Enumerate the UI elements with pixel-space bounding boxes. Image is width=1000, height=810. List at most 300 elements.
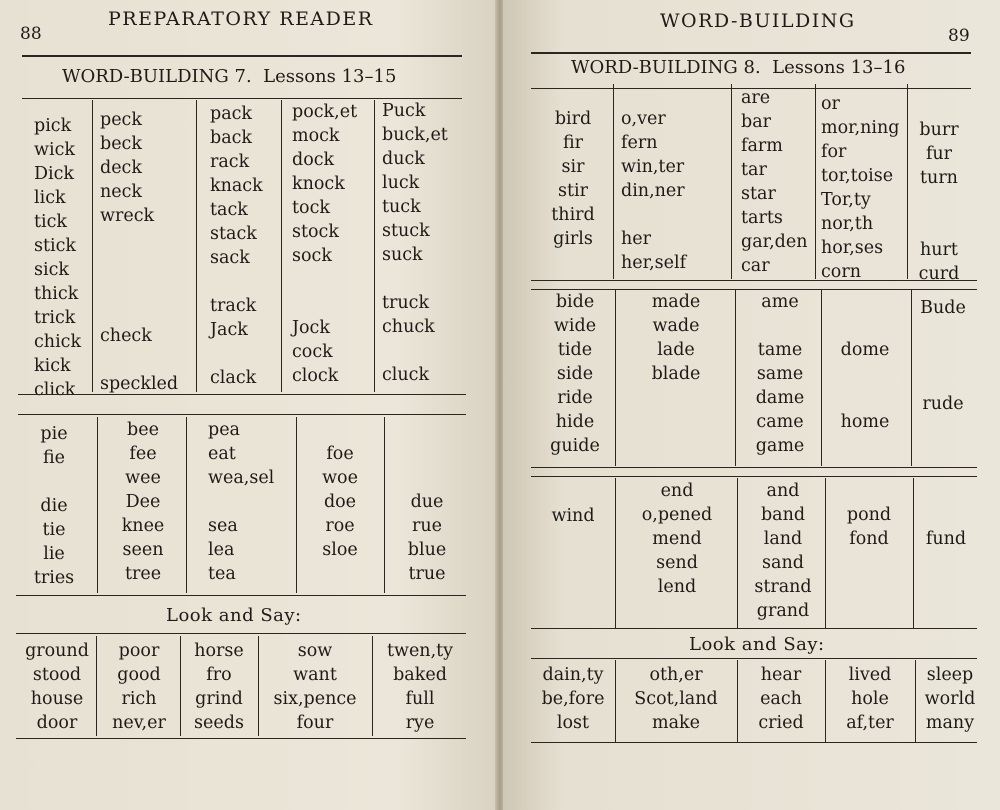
word-cell (100, 252, 178, 276)
word-cell: chuck (382, 317, 435, 337)
word-cell: and (766, 481, 800, 501)
word-cell (635, 410, 717, 434)
word-cell (837, 479, 901, 503)
word-cell: band (760, 505, 806, 525)
word-cell: wee (125, 468, 161, 488)
word-cell: af,ter (846, 713, 894, 733)
word-cell: blade (651, 364, 701, 384)
section-title-text: WORD-BUILDING 8. (571, 57, 761, 78)
word-column (210, 102, 263, 390)
word-cell: world (924, 689, 976, 709)
column-rule (731, 84, 732, 279)
word-cell (917, 479, 975, 503)
section-lessons: Lessons 13–16 (772, 57, 906, 78)
word-cell (210, 342, 263, 366)
word-cell: corn (821, 262, 861, 282)
word-cell (915, 416, 971, 440)
word-cell: rude (922, 394, 964, 414)
column-rule (186, 417, 187, 593)
word-cell (396, 418, 458, 442)
word-cell: are (741, 88, 771, 108)
rule (22, 55, 462, 57)
rule (16, 633, 466, 634)
word-cell: o,ver (621, 109, 666, 129)
word-cell: seen (122, 540, 164, 560)
word-cell: chick (34, 332, 82, 352)
word-cell (829, 434, 901, 458)
word-cell: guide (550, 436, 600, 456)
word-cell: stock (292, 222, 339, 242)
word-cell: lived (848, 665, 892, 685)
word-cell: Puck (382, 101, 426, 121)
word-cell: due (410, 492, 444, 512)
word-column (635, 290, 717, 458)
word-cell (621, 203, 686, 227)
word-cell: lea (208, 540, 235, 560)
word-cell: duck (382, 149, 425, 169)
word-cell: star (741, 184, 776, 204)
column-rule (735, 290, 736, 466)
word-cell: wea,sel (208, 468, 275, 488)
word-cell (543, 480, 603, 504)
column-rule (615, 478, 616, 628)
word-cell: die (40, 496, 68, 516)
word-cell: pie (40, 424, 68, 444)
word-cell: Jack (210, 320, 248, 340)
word-cell: track (210, 296, 257, 316)
word-cell: for (821, 142, 847, 162)
word-cell: curd (918, 264, 960, 284)
word-cell: Dee (125, 492, 161, 512)
word-column (543, 107, 603, 251)
word-column (22, 639, 92, 735)
word-cell: tock (292, 198, 330, 218)
word-cell: poor (118, 641, 160, 661)
word-cell: wade (652, 316, 700, 336)
word-cell (210, 270, 263, 294)
word-column (747, 479, 819, 623)
word-cell: tame (757, 340, 803, 360)
word-cell (100, 276, 178, 300)
word-cell: oth,er (649, 665, 703, 685)
column-rule (821, 290, 822, 466)
word-cell: rich (121, 689, 157, 709)
word-column (629, 479, 725, 599)
word-cell: fern (621, 133, 658, 153)
column-rule (374, 100, 375, 392)
column-rule (372, 636, 373, 736)
word-column (292, 100, 357, 388)
word-column (621, 107, 686, 275)
word-cell: stood (32, 665, 82, 685)
word-cell (292, 292, 357, 316)
word-cell: kick (34, 356, 71, 376)
word-column (831, 663, 909, 735)
word-cell: tack (210, 200, 248, 220)
word-column (310, 418, 370, 586)
word-cell: lend (657, 577, 697, 597)
word-cell (310, 418, 370, 442)
word-cell: sand (762, 553, 804, 573)
word-cell: cluck (382, 365, 430, 385)
word-cell: pick (34, 116, 72, 136)
word-cell: mor,ning (821, 118, 900, 138)
word-cell: door (36, 713, 78, 733)
word-cell (915, 440, 971, 464)
word-column (837, 479, 901, 551)
word-column (100, 108, 178, 396)
word-cell: bar (741, 112, 772, 132)
word-cell: many (925, 713, 975, 733)
page-number: 89 (948, 26, 970, 46)
word-cell: horse (194, 641, 244, 661)
word-cell: dain,ty (542, 665, 604, 685)
word-cell: tea (208, 564, 236, 584)
word-cell: wreck (100, 206, 155, 226)
word-cell: grind (195, 689, 243, 709)
section-title (62, 66, 396, 87)
rule (16, 595, 466, 596)
word-cell: tuck (382, 197, 421, 217)
word-cell: Tor,ty (821, 190, 871, 210)
word-cell (911, 190, 967, 214)
word-cell: came (756, 412, 804, 432)
word-cell: nor,th (821, 214, 874, 234)
word-cell: win,ter (621, 157, 685, 177)
word-cell (382, 267, 448, 291)
rule (531, 280, 977, 281)
word-cell: send (656, 553, 698, 573)
word-column (743, 663, 819, 735)
word-cell: fro (206, 665, 232, 685)
rule (18, 414, 466, 415)
look-and-say-label: Look and Say: (166, 605, 302, 626)
word-cell: tie (42, 520, 66, 540)
rule (531, 467, 977, 468)
word-cell: blue (407, 540, 447, 560)
word-column (915, 296, 971, 464)
rule (531, 658, 977, 659)
word-cell: tick (34, 212, 68, 232)
word-cell: four (296, 713, 334, 733)
word-cell (635, 386, 717, 410)
word-cell: end (660, 481, 694, 501)
column-rule (97, 417, 98, 593)
word-cell: fur (925, 144, 953, 164)
word-cell: speckled (100, 374, 179, 394)
word-cell: thick (34, 284, 79, 304)
word-cell: land (763, 529, 803, 549)
word-cell: neck (100, 182, 143, 202)
word-column (621, 663, 731, 735)
word-column (917, 479, 975, 551)
word-column (543, 480, 603, 528)
word-cell: tar (741, 160, 767, 180)
word-cell: woe (322, 468, 358, 488)
word-cell: car (741, 256, 770, 276)
column-rule (613, 84, 614, 279)
word-cell: turn (920, 168, 958, 188)
word-column (829, 290, 901, 458)
word-cell: truck (382, 293, 430, 313)
word-cell: sack (210, 248, 250, 268)
word-cell: tree (124, 564, 162, 584)
word-cell: stuck (382, 221, 430, 241)
word-cell: sick (34, 260, 69, 280)
column-rule (615, 290, 616, 466)
column-rule (180, 636, 181, 736)
word-cell: her (621, 229, 651, 249)
word-cell: rack (210, 152, 250, 172)
word-cell: made (651, 292, 701, 312)
word-cell: be,fore (541, 689, 605, 709)
running-head: PREPARATORY READER (108, 8, 374, 30)
word-cell: Bude (920, 298, 966, 318)
word-column (184, 639, 254, 735)
word-cell: wick (34, 140, 75, 160)
word-cell: bird (554, 109, 592, 129)
column-rule (96, 636, 97, 736)
word-cell: sow (297, 641, 333, 661)
word-column (34, 114, 81, 402)
word-cell: twen,ty (386, 641, 454, 661)
word-cell (915, 320, 971, 344)
word-cell: sloe (322, 540, 358, 560)
word-cell (396, 466, 458, 490)
word-cell: din,ner (621, 181, 685, 201)
word-cell: buck,et (382, 125, 448, 145)
word-cell: sock (292, 246, 332, 266)
word-cell (382, 339, 448, 363)
section-title (571, 57, 905, 78)
word-cell: hurt (920, 240, 958, 260)
rule (531, 742, 977, 743)
word-cell: dome (840, 340, 890, 360)
word-cell: eat (208, 444, 236, 464)
word-cell: knack (210, 176, 263, 196)
word-cell: knee (121, 516, 165, 536)
word-column (545, 290, 605, 458)
word-cell: clack (210, 368, 257, 388)
word-cell (635, 434, 717, 458)
word-column (100, 639, 178, 735)
word-cell: same (756, 364, 804, 384)
column-rule (913, 478, 914, 628)
word-cell: pond (846, 505, 892, 525)
word-cell (915, 368, 971, 392)
word-cell: back (210, 128, 253, 148)
word-cell: clock (292, 366, 339, 386)
word-cell: fie (42, 448, 66, 468)
column-rule (384, 417, 385, 593)
word-column (110, 418, 176, 586)
word-cell (917, 503, 975, 527)
word-cell: home (840, 412, 890, 432)
word-cell: seeds (194, 713, 244, 733)
word-cell: cried (758, 713, 804, 733)
word-cell: check (100, 326, 152, 346)
word-cell: farm (741, 136, 783, 156)
word-cell: trick (34, 308, 76, 328)
page-number: 88 (20, 24, 42, 44)
word-cell: nev,er (112, 713, 166, 733)
rule (531, 52, 971, 54)
column-rule (281, 100, 282, 392)
column-rule (92, 100, 93, 392)
column-rule (825, 660, 826, 742)
section-title-text: WORD-BUILDING 7. (62, 66, 252, 87)
word-cell: hide (555, 412, 595, 432)
word-cell: beck (100, 134, 142, 154)
word-cell: cock (292, 342, 333, 362)
word-column (378, 639, 462, 735)
section-lessons: Lessons 13–15 (263, 66, 397, 87)
word-column (749, 290, 811, 458)
running-head: WORD-BUILDING (660, 10, 856, 32)
word-column (919, 663, 981, 735)
word-cell: click (34, 380, 76, 400)
word-cell (749, 314, 811, 338)
column-rule (615, 660, 616, 742)
word-cell: six,pence (273, 689, 357, 709)
word-cell: burr (919, 120, 959, 140)
word-column (821, 92, 899, 284)
word-cell: fond (849, 529, 889, 549)
word-cell: bide (555, 292, 595, 312)
word-cell (829, 362, 901, 386)
word-cell (915, 344, 971, 368)
word-cell: ride (557, 388, 593, 408)
word-cell: Scot,land (634, 689, 718, 709)
word-cell: roe (325, 516, 355, 536)
word-cell: pock,et (292, 102, 358, 122)
word-cell: fir (562, 133, 584, 153)
word-cell: make (652, 713, 700, 733)
column-rule (196, 100, 197, 392)
word-column (911, 118, 967, 286)
column-rule (911, 290, 912, 466)
word-cell: her,self (621, 253, 687, 273)
column-rule (296, 417, 297, 593)
word-cell: doe (323, 492, 357, 512)
column-rule (907, 84, 908, 279)
rule (16, 738, 466, 739)
word-cell: tor,toise (821, 166, 894, 186)
word-cell: wide (553, 316, 597, 336)
word-cell: o,pened (641, 505, 713, 525)
look-and-say-label: Look and Say: (689, 634, 825, 655)
word-cell: ground (25, 641, 89, 661)
word-cell: hor,ses (821, 238, 884, 258)
word-cell: lost (556, 713, 590, 733)
column-rule (915, 660, 916, 742)
word-cell: foe (326, 444, 354, 464)
word-cell: ame (761, 292, 799, 312)
word-cell (100, 300, 178, 324)
word-cell: Jock (292, 318, 330, 338)
word-column (535, 663, 611, 735)
word-cell: rye (405, 713, 435, 733)
word-cell: sleep (926, 665, 974, 685)
word-cell: good (117, 665, 161, 685)
word-cell: true (408, 564, 446, 584)
word-cell: gar,den (741, 232, 808, 252)
word-cell: third (551, 205, 595, 225)
word-cell: girls (553, 229, 593, 249)
word-cell: stack (210, 224, 257, 244)
word-cell (100, 228, 178, 252)
word-cell: lie (43, 544, 65, 564)
word-cell (28, 470, 80, 494)
word-cell: suck (382, 245, 423, 265)
word-cell: full (405, 689, 435, 709)
word-cell: strand (754, 577, 812, 597)
word-cell: luck (382, 173, 420, 193)
word-cell: grand (756, 601, 810, 621)
word-cell: stick (34, 236, 77, 256)
word-cell: baked (393, 665, 447, 685)
word-cell: dock (292, 150, 335, 170)
word-cell: side (556, 364, 594, 384)
word-cell: sir (561, 157, 585, 177)
rule (531, 628, 977, 629)
word-cell: lade (657, 340, 695, 360)
word-cell: house (30, 689, 84, 709)
word-column (382, 99, 448, 387)
word-cell: tide (557, 340, 593, 360)
word-cell: lick (34, 188, 66, 208)
word-cell: dame (755, 388, 805, 408)
word-cell: deck (100, 158, 142, 178)
word-cell: fee (129, 444, 157, 464)
word-cell: mock (292, 126, 340, 146)
word-column (741, 86, 807, 278)
column-rule (815, 84, 816, 279)
column-rule (737, 478, 738, 628)
word-cell: sea (208, 516, 238, 536)
word-cell: Dick (34, 164, 75, 184)
word-cell (911, 214, 967, 238)
word-cell: pack (210, 104, 253, 124)
right-page (503, 0, 1000, 810)
word-cell: each (760, 689, 802, 709)
word-cell: or (821, 94, 840, 114)
word-cell: tries (33, 568, 75, 588)
word-cell: want (293, 665, 337, 685)
word-cell: bee (127, 420, 159, 440)
word-cell (208, 490, 274, 514)
word-cell (829, 290, 901, 314)
word-cell (829, 314, 901, 338)
rule (531, 476, 977, 477)
word-cell (396, 442, 458, 466)
column-rule (825, 478, 826, 628)
word-cell: fund (925, 529, 967, 549)
left-page (0, 0, 497, 810)
word-cell (310, 562, 370, 586)
column-rule (258, 636, 259, 736)
word-cell: wind (551, 506, 595, 526)
word-cell: pea (208, 420, 240, 440)
word-cell (100, 348, 178, 372)
word-cell (829, 386, 901, 410)
word-cell: peck (100, 110, 142, 130)
word-column (262, 639, 368, 735)
word-column (396, 418, 458, 586)
word-column (28, 422, 80, 590)
word-cell: knock (292, 174, 345, 194)
rule (18, 394, 466, 395)
